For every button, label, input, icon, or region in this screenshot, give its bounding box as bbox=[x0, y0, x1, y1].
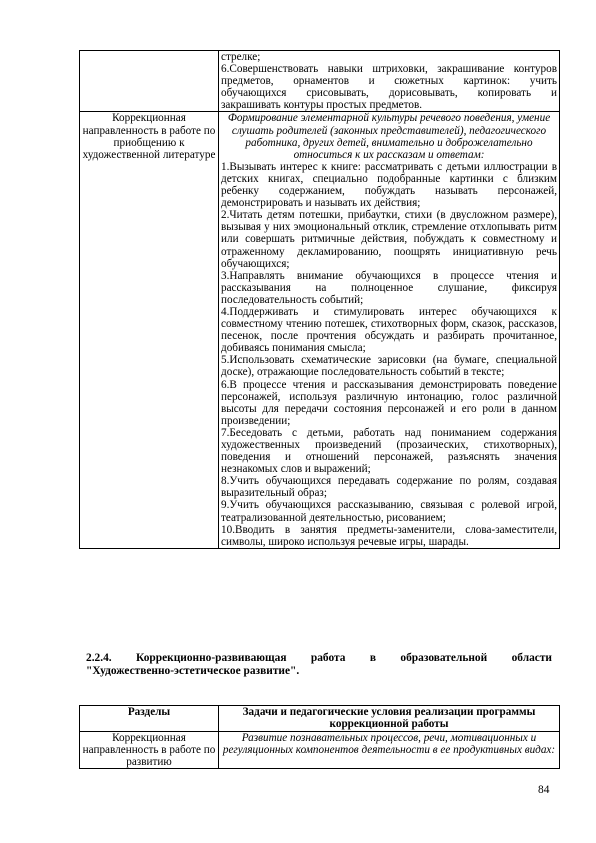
task-line: обучающихся срисовывать, дорисовывать, копировать и bbox=[221, 87, 557, 100]
tasks-cell bbox=[219, 731, 560, 768]
task-item: 2.Читать детям потешки, прибаутки, стихи (в двусложном размере), вызывая у них эмоциональный отклик, стремление отхлопывать ритм или совершать ритмичные действия, побуждать к совместному и отраженному декламированию, поощрять инициативную речь обучающихся; bbox=[221, 209, 557, 270]
page-number: 84 bbox=[538, 784, 550, 796]
section-cell: Коррекционная направленность в работе по приобщению к художественной литературе bbox=[80, 112, 219, 548]
task-item: 8.Учить обучающихся передавать содержание по ролям, создавая выразительный образ; bbox=[221, 475, 557, 500]
task-item: 10.Вводить в занятия предметы-заменители, слова-заместители, символы, широко используя речевые игры, шарады. bbox=[221, 523, 557, 548]
section-heading-line1: 2.2.4. Коррекционно-развивающая работа в образовательной области bbox=[86, 652, 552, 664]
intro-text: Развитие познавательных процессов, речи, мотивационных и регуляционных компонентов деятельности в ее продуктивных видах: bbox=[222, 731, 556, 756]
task-item: 3.Направлять внимание обучающихся в процессе чтения и рассказывания на полноценное слушание, фиксируя последовательность событий; bbox=[221, 269, 557, 306]
section-heading-line2: "Художественно-эстетическое развитие". bbox=[86, 665, 300, 678]
table-row bbox=[80, 731, 560, 768]
task-line: 6.Совершенствовать навыки штриховки, закрашивание контуров bbox=[221, 63, 557, 76]
header-tasks: Задачи и педагогические условия реализации программы коррекционной работы bbox=[219, 706, 560, 732]
section-cell-empty bbox=[80, 51, 219, 112]
tasks-cell bbox=[219, 112, 560, 548]
tasks-cell bbox=[219, 51, 560, 112]
task-line: предметов, орнаментов и сюжетных картинок: учить bbox=[221, 75, 557, 88]
table-row bbox=[80, 112, 560, 548]
table-header-row bbox=[80, 706, 560, 732]
section-heading bbox=[86, 652, 552, 679]
intro-text: Формирование элементарной культуры речевого поведения, умение слушать родителей (законных представителей), педагогического работника, других детей, внимательно и доброжелательно относиться к их рассказам и ответам: bbox=[227, 112, 551, 161]
task-item: 9.Учить обучающихся рассказыванию, связывая с ролевой игрой, театрализованной деятельностью, рисованием; bbox=[221, 499, 557, 524]
tasks-table-bottom bbox=[79, 705, 560, 769]
task-item: 6.В процессе чтения и рассказывания демонстрировать поведение персонажей, используя различную интонацию, голос различной высоты для передачи состояния персонажей и его роли в данном произведении; bbox=[221, 378, 557, 427]
task-line: стрелке; bbox=[221, 51, 261, 63]
header-sections: Разделы bbox=[80, 706, 219, 732]
tasks-table-top bbox=[79, 50, 560, 549]
table-row bbox=[80, 51, 560, 112]
section-cell: Коррекционная направленность в работе по развитию bbox=[80, 731, 219, 768]
task-item: 7.Беседовать с детьми, работать над пониманием содержания художественных произведений (прозаических, стихотворных), поведения и отношений персонажей, разъяснять значения незнакомых слов и выражений; bbox=[221, 426, 557, 476]
task-item: 1.Вызывать интерес к книге: рассматривать с детьми иллюстрации в детских книгах, специально подобранные картинки с близким ребенку содержанием, побуждать называть персонажей, демонстрировать и называть их действия; bbox=[221, 160, 557, 210]
task-item: 5.Использовать схематические зарисовки (на бумаге, специальной доске), отражающие последовательность событий в тексте; bbox=[221, 354, 557, 379]
task-item: 4.Поддерживать и стимулировать интерес обучающихся к совместному чтению потешек, стихотворных форм, сказок, рассказов, песенок, после прочтения обсуждать и разбирать прочитанное, добиваясь понимания смысла; bbox=[221, 305, 557, 355]
task-line: закрашивать контуры простых предметов. bbox=[221, 99, 423, 112]
